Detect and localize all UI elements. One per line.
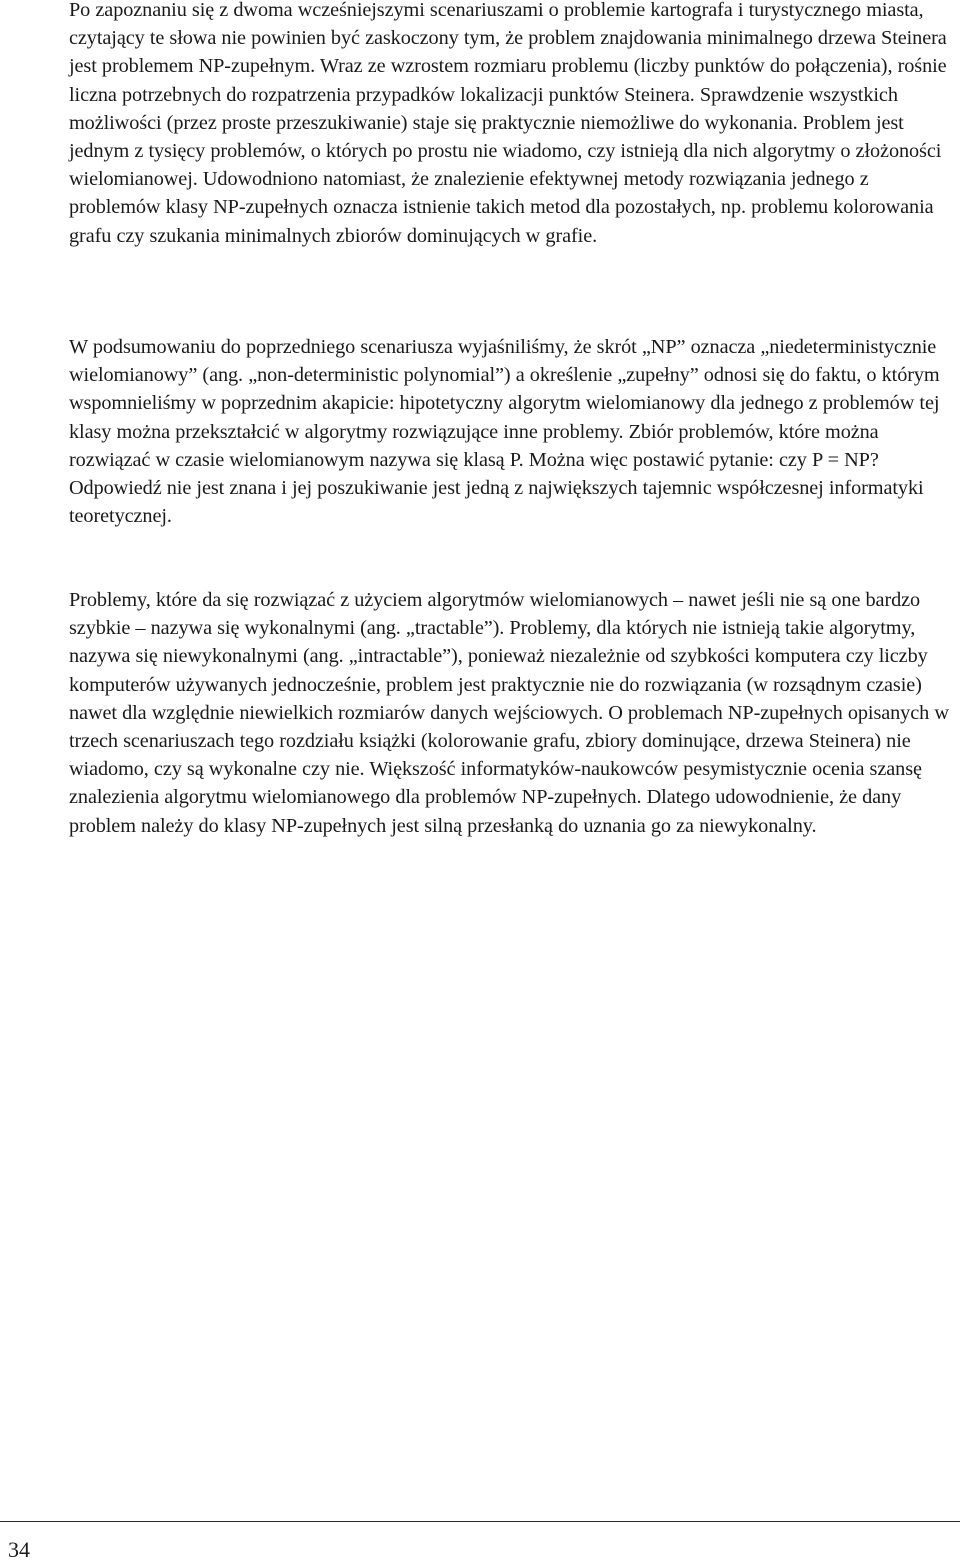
footer-divider [0,1521,960,1522]
paragraph-tractable-problems: Problemy, które da się rozwiązać z użyciem algorytmów wielomianowych – nawet jeśli nie są one bardzo szybkie – nazywa się wykonalnymi (ang. „tractable”). Problemy, dla których nie istnieją takie algorytmy, nazywa się niewykonalnymi (ang. „intractable”), ponieważ niezależnie od szybkości komputera czy liczby komputerów używanych jednocześnie, problem jest praktycznie nie do rozwiązania (w rozsądnym czasie) nawet dla względnie niewielkich rozmiarów danych wejściowych. O problemach NP-zupełnych opisanych w trzech scenariuszach tego rozdziału książki (kolorowanie grafu, zbiory dominujące, drzewa Steinera) nie wiadomo, czy są wykonalne czy nie. Większość informatyków-naukowców pesymistycznie ocenia szansę znalezienia algorytmu wielomianowego dla problemów NP-zupełnych. Dlatego udowodnienie, że dany problem należy do klasy NP-zupełnych jest silną przesłanką do uznania go za niewykonalny. [69,589,949,837]
paragraph-np-definition: W podsumowaniu do poprzedniego scenariusza wyjaśniliśmy, że skrót „NP” oznacza „niedeterministycznie wielomianowy” (ang. „non-deterministic polynomial”) a określenie „zupełny” odnosi się do faktu, o którym wspomnieliśmy w poprzednim akapicie: hipotetyczny algorytm wielomianowy dla jednego z problemów tej klasy można przekształcić w algorytmy rozwiązujące inne problemy. Zbiór problemów, które można rozwiązać w czasie wielomianowym nazywa się klasą P. Można więc postawić pytanie: czy P = NP? Odpowiedź nie jest znana i jej poszukiwanie jest jedną z największych tajemnic współczesnej informatyki teoretycznej. [69,336,940,528]
paragraph-steiner-np-complete: Po zapoznaniu się z dwoma wcześniejszymi scenariuszami o problemie kartografa i turystycznego miasta, czytający te słowa nie powinien być zaskoczony tym, że problem znajdowania minimalnego drzewa Steinera jest problemem NP-zupełnym. Wraz ze wzrostem rozmiaru problemu (liczby punktów do połączenia), rośnie liczna potrzebnych do rozpatrzenia przypadków lokalizacji punktów Steinera. Sprawdzenie wszystkich możliwości (przez proste przeszukiwanie) staje się praktycznie niemożliwe do wykonania. Problem jest jednym z tysięcy problemów, o których po prostu nie wiadomo, czy istnieją dla nich algorytmy o złożoności wielomianowej. Udowodniono natomiast, że znalezienie efektywnej metody rozwiązania jednego z problemów klasy NP-zupełnych oznacza istnienie takich metod dla pozostałych, np. problemu kolorowania grafu czy szukania minimalnych zbiorów dominujących w grafie. [69,0,947,247]
page-number: 34 [8,1537,30,1562]
